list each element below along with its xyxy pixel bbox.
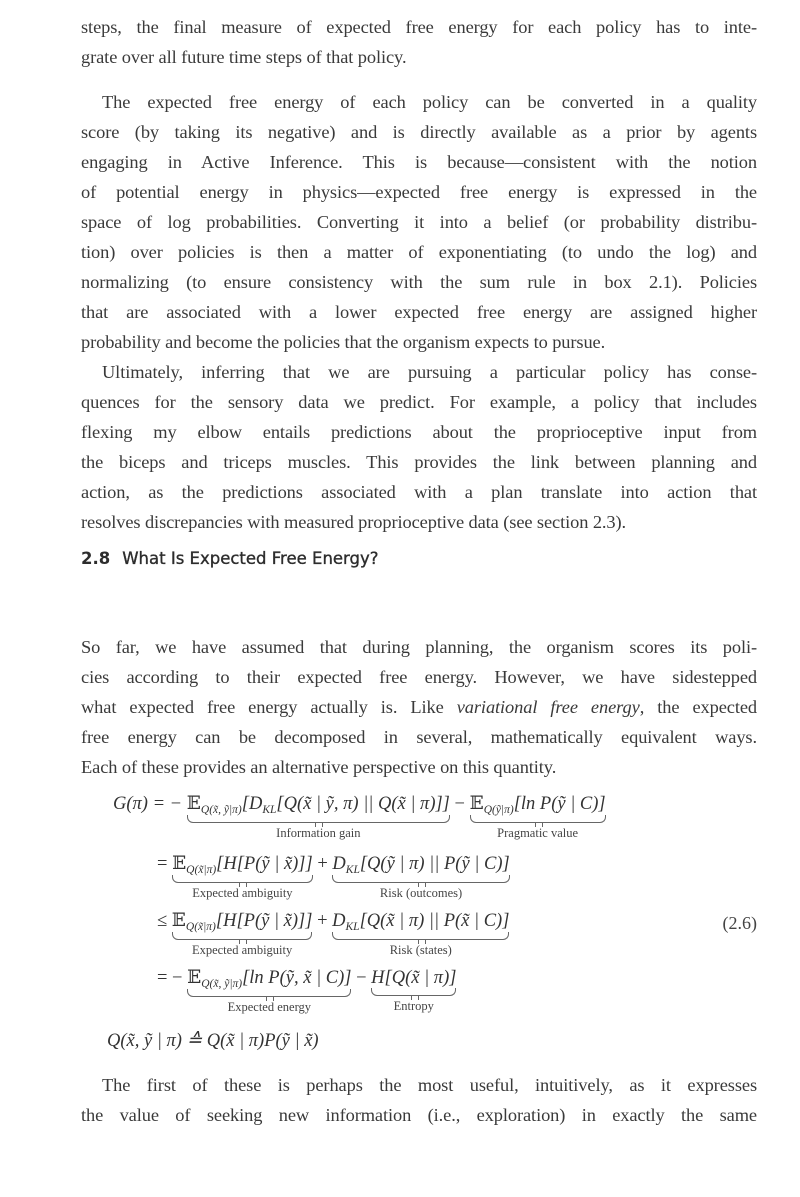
- term-body: [H[P(ỹ | x̃)]]: [216, 854, 313, 874]
- operator: +: [312, 911, 333, 931]
- brace-label: Information gain: [276, 826, 361, 840]
- term-body: H[Q(x̃ | π)]: [371, 968, 457, 988]
- risk-outcomes-term: [332, 854, 510, 900]
- term-body: [Q(ỹ | π) || P(ỹ | C)]: [359, 854, 510, 874]
- subscript: Q(x̃|π): [185, 921, 216, 933]
- text-line: quences for the sensory data we predict. For example, a policy that includes: [81, 392, 757, 412]
- text-line: flexing my elbow entails predictions about the proprioceptive input from: [81, 422, 757, 442]
- paragraph-intro-efe: [81, 632, 757, 782]
- term-body: D: [332, 854, 346, 874]
- risk-states-term: [332, 911, 510, 957]
- expected-ambiguity-term: [172, 853, 313, 900]
- text-line: that are associated with a lower expected free energy are assigned higher: [81, 302, 757, 322]
- text-line: steps, the final measure of expected free energy for each policy has to inte-: [81, 17, 757, 37]
- subscript: Q(x̃, ỹ|π): [201, 978, 243, 990]
- text-line: So far, we have assumed that during planning, the organism scores its poli-: [81, 637, 757, 657]
- subscript: Q(ỹ|π): [483, 804, 514, 816]
- operator: =: [157, 854, 173, 874]
- text-line: free energy can be decomposed in several, mathematically equivalent ways.: [81, 727, 757, 747]
- emphasis-term: variational free energy: [456, 697, 640, 717]
- brace-label: Pragmatic value: [497, 826, 579, 840]
- equation-row-3: [157, 910, 510, 957]
- term-body: [Q(x̃ | π) || P(x̃ | C)]: [359, 911, 510, 931]
- entropy-term: [371, 968, 457, 1013]
- text-line: resolves discrepancies with measured proprioceptive data (see section 2.3).: [81, 512, 627, 532]
- text-run: what expected free energy actually is. Like: [81, 697, 457, 717]
- equation-row-2: [157, 853, 510, 900]
- brace-label: Entropy: [393, 999, 434, 1013]
- term-body: [Q(x̃ | ỹ, π) || Q(x̃ | π)]]: [276, 794, 450, 814]
- text-line: cies according to their expected free energy. However, we have sidestepped: [81, 667, 757, 687]
- operator: +: [312, 854, 333, 874]
- expectation-symbol: 𝔼: [172, 853, 187, 874]
- equation-lhs: G(π) = −: [113, 794, 183, 814]
- expectation-symbol: 𝔼: [187, 967, 202, 988]
- equation-row-4: [157, 967, 457, 1014]
- term-body: D: [332, 911, 346, 931]
- term-body: [ln P(ỹ, x̃ | C)]: [242, 968, 352, 988]
- equation-row-1: [113, 793, 606, 840]
- underbrace: [332, 932, 509, 940]
- brace-label: Risk (states): [389, 943, 452, 957]
- brace-label: Expected ambiguity: [192, 886, 293, 900]
- subscript: Q(x̃, ỹ|π): [200, 804, 242, 816]
- subscript: KL: [345, 921, 360, 933]
- paragraph-quality-score: [81, 87, 757, 357]
- section-heading: [81, 549, 379, 568]
- text-run: , the expected: [639, 697, 757, 717]
- brace-label: Expected ambiguity: [191, 943, 293, 957]
- underbrace: [332, 875, 509, 883]
- term-body: [ln P(ỹ | C)]: [513, 794, 606, 814]
- text-line: the biceps and triceps muscles. This provides the link between planning and: [81, 452, 757, 472]
- text-line: Each of these provides an alternative perspective on this quantity.: [81, 757, 557, 777]
- text-line: grate over all future time steps of that policy.: [81, 47, 407, 67]
- underbrace: [470, 815, 606, 823]
- operator: = −: [157, 968, 188, 988]
- subscript: KL: [345, 864, 360, 876]
- text-line: space of log probabilities. Converting it into a belief (or probability distribu-: [81, 212, 757, 232]
- text-line: engaging in Active Inference. This is because—consistent with the notion: [81, 152, 757, 172]
- brace-label: Expected energy: [227, 1000, 312, 1014]
- expectation-symbol: 𝔼: [171, 910, 186, 931]
- text-line: normalizing (to ensure consistency with the sum rule in box 2.1). Policies: [81, 272, 757, 292]
- expected-ambiguity-term: [171, 910, 313, 957]
- text-line: [81, 692, 757, 722]
- underbrace: [187, 989, 351, 997]
- pragmatic-value-term: [469, 793, 606, 840]
- expected-energy-term: [187, 967, 352, 1014]
- subscript: Q(x̃|π): [186, 864, 217, 876]
- text-line: probability and become the policies that the organism expects to pursue.: [81, 332, 606, 352]
- section-title: What Is Expected Free Energy?: [122, 549, 379, 568]
- information-gain-term: [186, 793, 450, 840]
- underbrace: [172, 875, 313, 883]
- operator: −: [449, 794, 470, 814]
- equation-number: (2.6): [722, 913, 757, 933]
- text-line: the value of seeking new information (i.e., exploration) in exactly the same: [81, 1105, 757, 1125]
- underbrace: [371, 988, 456, 996]
- section-number: 2.8: [81, 549, 111, 568]
- paragraph-policy-consequences: [81, 357, 757, 537]
- operator: −: [351, 968, 372, 988]
- brace-label: Risk (outcomes): [379, 886, 463, 900]
- term-body: [H[P(ỹ | x̃)]]: [215, 911, 313, 931]
- underbrace: [172, 932, 313, 940]
- expectation-symbol: 𝔼: [469, 793, 484, 814]
- underbrace: [187, 815, 450, 823]
- term-body: [D: [241, 794, 263, 814]
- paragraph-first-decomposition: [81, 1070, 757, 1130]
- text-line: The expected free energy of each policy can be converted in a quality: [102, 92, 757, 112]
- equation-definition: [107, 1030, 319, 1052]
- paragraph-continuation: [81, 12, 757, 72]
- text-line: of potential energy in physics—expected free energy is expressed in the: [81, 182, 757, 202]
- expectation-symbol: 𝔼: [186, 793, 201, 814]
- operator: ≤: [157, 911, 172, 931]
- text-line: tion) over policies is then a matter of exponentiating (to undo the log) and: [81, 242, 757, 262]
- text-line: score (by taking its negative) and is directly available as a prior by agents: [81, 122, 757, 142]
- subscript: KL: [262, 804, 277, 816]
- text-line: The first of these is perhaps the most useful, intuitively, as it expresses: [102, 1075, 757, 1095]
- text-line: action, as the predictions associated with a plan translate into action that: [81, 482, 757, 502]
- definition-text: Q(x̃, ỹ | π) ≙ Q(x̃ | π)P(ỹ | x̃): [107, 1031, 319, 1051]
- text-line: Ultimately, inferring that we are pursuing a particular policy has conse-: [102, 362, 757, 382]
